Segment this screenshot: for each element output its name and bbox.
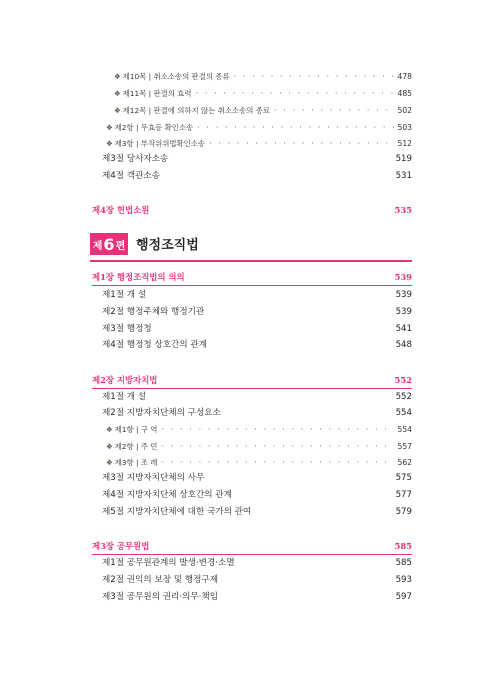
leader-dots bbox=[274, 105, 393, 117]
page-number: 575 bbox=[395, 473, 412, 483]
chapter-underline bbox=[92, 554, 412, 555]
page-number: 552 bbox=[394, 375, 412, 385]
toc-section[interactable]: 제4절 객관소송 531 bbox=[102, 171, 412, 181]
diamond-bullet-icon: ❖ bbox=[106, 458, 113, 467]
part-divider bbox=[90, 260, 412, 262]
diamond-bullet-icon: ❖ bbox=[114, 72, 121, 81]
page-number: 554 bbox=[397, 425, 412, 434]
page-number: 577 bbox=[395, 490, 412, 500]
leader-dots bbox=[234, 71, 394, 83]
toc-subitem[interactable]: ❖ 제1항 | 구 역 · · · 554 bbox=[106, 424, 412, 436]
diamond-bullet-icon: ❖ bbox=[114, 89, 121, 98]
toc-section[interactable]: 제3절 행정청 541 bbox=[102, 324, 412, 334]
toc-subitem[interactable]: ❖ 제3항 | 부작위위법확인소송 · · · 512 bbox=[106, 138, 412, 150]
toc-section[interactable]: 제3절 당사자소송 519 bbox=[102, 154, 412, 164]
toc-section[interactable]: 제1절 공무원관계의 발생·변경·소멸 585 bbox=[102, 558, 412, 568]
toc-subitem[interactable]: ❖ 제2항 | 주 민 · · · 557 bbox=[106, 441, 412, 453]
page-number: 519 bbox=[395, 154, 412, 164]
page-number: 541 bbox=[395, 324, 412, 334]
toc-section[interactable]: 제1절 개 설 552 bbox=[102, 392, 412, 402]
page-number: 562 bbox=[397, 458, 412, 467]
toc-section[interactable]: 제3절 공무원의 권리·의무·책임 597 bbox=[102, 592, 412, 602]
toc-section[interactable]: 제4절 행정청 상호간의 관계 548 bbox=[102, 340, 412, 350]
page-number: 552 bbox=[395, 392, 412, 402]
diamond-bullet-icon: ❖ bbox=[106, 425, 113, 434]
toc-section[interactable]: 제2절 권익의 보장 및 행정구제 593 bbox=[102, 575, 412, 585]
toc-section[interactable]: 제1절 개 설 539 bbox=[102, 290, 412, 300]
toc-subitem[interactable]: ❖ 제2항 | 무효등 확인소송 · · · 503 bbox=[106, 122, 412, 134]
page-number: 485 bbox=[397, 89, 412, 98]
chapter-underline bbox=[92, 285, 412, 286]
page-number: 502 bbox=[397, 106, 412, 115]
page-number: 597 bbox=[395, 592, 412, 602]
chapter-underline bbox=[92, 388, 412, 389]
toc-chapter[interactable]: 제2장 지방자치법 552 bbox=[92, 375, 412, 385]
diamond-bullet-icon: ❖ bbox=[106, 139, 113, 148]
toc-chapter[interactable]: 제4장 헌법소원 535 bbox=[92, 205, 412, 215]
page-number: 478 bbox=[397, 72, 412, 81]
diamond-bullet-icon: ❖ bbox=[106, 442, 113, 451]
page-number: 535 bbox=[394, 205, 412, 215]
page-number: 579 bbox=[395, 507, 412, 517]
page-number: 539 bbox=[395, 307, 412, 317]
leader-dots bbox=[161, 441, 393, 453]
toc-chapter[interactable]: 제3장 공무원법 585 bbox=[92, 541, 412, 551]
page-number: 531 bbox=[395, 171, 412, 181]
part-title: 행정조직법 bbox=[136, 238, 199, 253]
page-number: 557 bbox=[397, 442, 412, 451]
toc-subitem[interactable]: ❖ 제3항 | 조 례 · · · 562 bbox=[106, 457, 412, 469]
leader-dots bbox=[197, 122, 393, 134]
toc-chapter[interactable]: 제1장 행정조직법의 의의 539 bbox=[92, 272, 412, 282]
leader-dots bbox=[196, 88, 394, 100]
diamond-bullet-icon: ❖ bbox=[114, 106, 121, 115]
toc-section[interactable]: 제3절 지방자치단체의 사무 575 bbox=[102, 473, 412, 483]
page-number: 539 bbox=[394, 272, 412, 282]
toc-subitem[interactable]: ❖ 제12목 | 판결에 의하지 않는 취소소송의 종료 · · · 502 bbox=[114, 105, 412, 117]
page-number: 554 bbox=[395, 408, 412, 418]
leader-dots bbox=[209, 138, 393, 150]
page-number: 593 bbox=[395, 575, 412, 585]
page-number: 548 bbox=[395, 340, 412, 350]
page-number: 585 bbox=[394, 541, 412, 551]
toc-subitem[interactable]: ❖ 제10목 | 취소소송의 판결의 종류 · · · 478 bbox=[114, 71, 412, 83]
toc-section[interactable]: 제2절 지방자치단체의 구성요소 554 bbox=[102, 408, 412, 418]
part-badge: 제 6 편 bbox=[90, 233, 128, 255]
leader-dots bbox=[161, 457, 393, 469]
toc-section[interactable]: 제4절 지방자치단체 상호간의 관계 577 bbox=[102, 490, 412, 500]
page-number: 503 bbox=[397, 123, 412, 132]
page-number: 539 bbox=[395, 290, 412, 300]
toc-section[interactable]: 제2절 행정주체와 행정기관 539 bbox=[102, 307, 412, 317]
diamond-bullet-icon: ❖ bbox=[106, 123, 113, 132]
toc-subitem[interactable]: ❖ 제11목 | 판결의 효력 · · · 485 bbox=[114, 88, 412, 100]
page-number: 512 bbox=[397, 139, 412, 148]
page-number: 585 bbox=[395, 558, 412, 568]
toc-section[interactable]: 제5절 지방자치단체에 대한 국가의 관여 579 bbox=[102, 507, 412, 517]
leader-dots bbox=[161, 424, 393, 436]
